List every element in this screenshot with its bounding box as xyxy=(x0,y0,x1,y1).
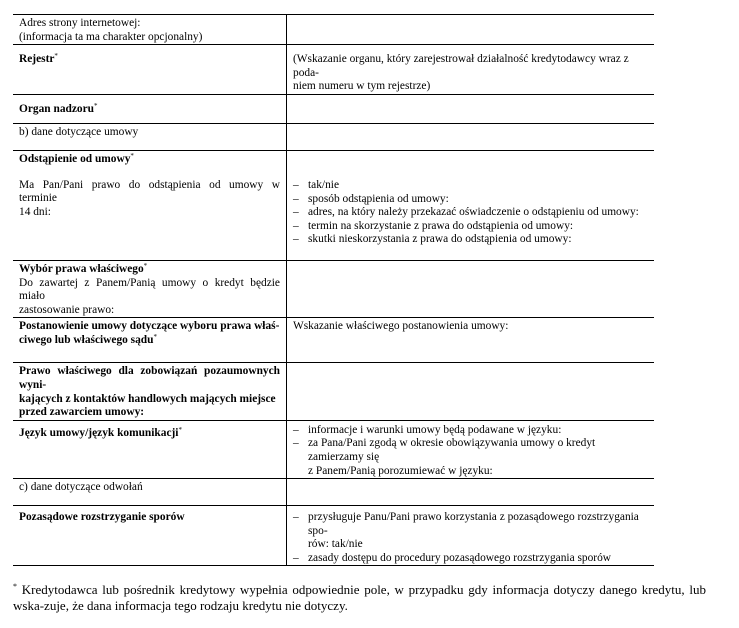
list-item: – za Pana/Pani zgodą w okresie obowiązywania umowy o kredyt zamierzamy się z Panem/Panią porozumiewać w języku: xyxy=(293,437,648,478)
list-item: – sposób odstąpienia od umowy: xyxy=(293,193,648,207)
cell-section-c-value xyxy=(287,479,655,506)
website-label-line-2: (informacja ta ma charakter opcjonalny) xyxy=(19,30,203,43)
cell-non-contractual-law-label xyxy=(13,363,287,420)
website-label-line-1: Adres strony internetowej: xyxy=(19,17,141,29)
table-row-jurisdiction-clause xyxy=(13,318,654,363)
cell-register-label xyxy=(13,45,287,95)
choice-of-law-title: Wybór prawa właściwego xyxy=(19,262,144,275)
choice-of-law-body-line-1: Do zawartej z Panem/Panią umowy o kredyt będzie miało xyxy=(19,276,280,303)
withdrawal-body-line-1: Ma Pan/Pani prawo do odstąpienia od umowy w terminie xyxy=(19,178,280,205)
cell-language-value[interactable] xyxy=(287,420,655,478)
supervisor-title: Organ nadzoru xyxy=(19,102,94,115)
cell-non-contractual-law-value[interactable] xyxy=(287,363,655,420)
cell-withdrawal-label xyxy=(13,150,287,260)
cell-section-b-value xyxy=(287,123,655,150)
non-contractual-title-line-3: przed zawarciem umowy: xyxy=(19,406,145,419)
language-list xyxy=(293,424,648,478)
jurisdiction-title-line-1: Postanowienie umowy dotyczące wyboru prawa właś- xyxy=(19,320,280,333)
register-hint-line-1: (Wskazanie organu, który zarejestrował działalność kredytodawcy wraz z poda- xyxy=(293,53,629,79)
footnote-mark: * xyxy=(143,261,148,270)
footnote-asterisk: * xyxy=(13,582,17,591)
table-row-section-c xyxy=(13,479,654,506)
table-row-choice-of-law xyxy=(13,260,654,317)
cell-section-c: c) dane dotyczące odwołań xyxy=(13,479,287,506)
table-row-withdrawal xyxy=(13,150,654,260)
choice-of-law-body-line-2: zastosowanie prawo: xyxy=(19,303,115,316)
footnote xyxy=(13,582,706,614)
cell-section-b: b) dane dotyczące umowy xyxy=(13,123,287,150)
cell-website-label xyxy=(13,15,287,45)
table-row-language xyxy=(13,420,654,478)
list-item: – przysługuje Panu/Pani prawo korzystania z pozasądowego rozstrzygania spo- rów: tak/nie xyxy=(293,511,648,552)
table-row-supervisor xyxy=(13,94,654,123)
non-contractual-title-line-2: kających z kontaktów handlowych mających miejsce xyxy=(19,392,276,405)
cell-choice-of-law-value[interactable] xyxy=(287,260,655,317)
cell-register-value[interactable] xyxy=(287,45,655,95)
footnote-mark: * xyxy=(54,52,58,61)
footnote-text: Kredytodawca lub pośrednik kredytowy wypełnia odpowiednie pole, w przypadku gdy informacja dotyczy danego kredytu, lub wska-zuje, że dana informacja tego rodzaju kredytu nie dotyczy. xyxy=(13,582,706,613)
withdrawal-title: Odstąpienie od umowy xyxy=(19,152,131,165)
list-item: – tak/nie xyxy=(293,179,648,193)
jurisdiction-title-line-2: ciwego lub właściwego sądu xyxy=(19,333,154,346)
list-item: – termin na skorzystanie z prawa do odstąpienia od umowy: xyxy=(293,220,648,234)
withdrawal-body-line-2: 14 dni: xyxy=(19,205,51,218)
cell-withdrawal-value[interactable] xyxy=(287,150,655,260)
cell-jurisdiction-clause-label xyxy=(13,318,287,363)
cell-language-label xyxy=(13,420,287,478)
table-row-non-contractual-law xyxy=(13,363,654,420)
list-item: – skutki nieskorzystania z prawa do odstąpienia od umowy: xyxy=(293,233,648,247)
cell-adr-value[interactable] xyxy=(287,506,655,566)
withdrawal-list xyxy=(293,179,648,247)
table-row-adr xyxy=(13,506,654,566)
table-row-website xyxy=(13,15,654,45)
adr-list xyxy=(293,511,648,565)
list-item: – zasady dostępu do procedury pozasądowego rozstrzygania sporów xyxy=(293,552,648,566)
list-item: – informacje i warunki umowy będą podawane w języku: xyxy=(293,424,648,438)
register-hint-line-2: niem numeru w tym rejestrze) xyxy=(293,80,431,93)
footnote-mark: * xyxy=(94,101,98,110)
footnote-mark: * xyxy=(153,332,157,341)
cell-adr-label xyxy=(13,506,287,566)
footnote-mark: * xyxy=(130,151,134,160)
adr-title: Pozasądowe rozstrzyganie sporów xyxy=(19,511,185,524)
footnote-mark: * xyxy=(178,425,182,434)
table-row-section-b xyxy=(13,123,654,150)
non-contractual-title-line-1: Prawo właściwego dla zobowiązań pozaumownych wyni- xyxy=(19,365,280,391)
cell-website-value[interactable] xyxy=(287,15,655,45)
list-item: – adres, na który należy przekazać oświadczenie o odstąpieniu od umowy: xyxy=(293,206,648,220)
cell-jurisdiction-clause-value[interactable]: Wskazanie właściwego postanowienia umowy: xyxy=(287,318,655,363)
cell-supervisor-value[interactable] xyxy=(287,94,655,123)
cell-choice-of-law-label xyxy=(13,260,287,317)
language-title: Język umowy/język komunikacji xyxy=(19,426,179,439)
information-form-table xyxy=(13,14,654,566)
cell-supervisor-label xyxy=(13,94,287,123)
register-title: Rejestr xyxy=(19,53,55,66)
table-row-register xyxy=(13,45,654,95)
